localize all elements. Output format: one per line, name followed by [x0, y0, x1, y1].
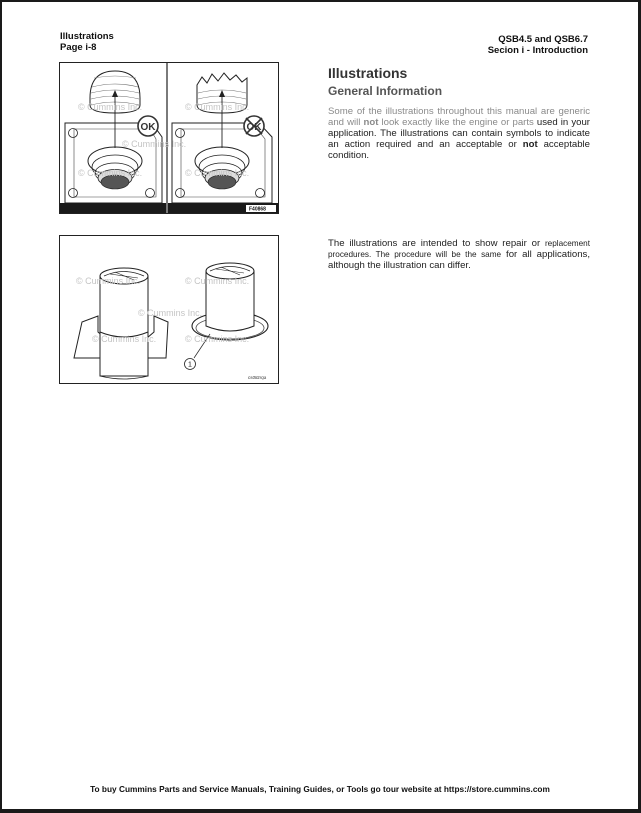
callout-1: 1	[188, 361, 192, 369]
watermark-1: © Cummins Inc.	[78, 102, 143, 112]
manual-page	[2, 2, 638, 809]
section-title: Illustrations	[328, 65, 408, 81]
figure-part-variants-drawing	[60, 236, 278, 383]
watermark-10: © Cummins Inc.	[185, 334, 250, 344]
watermark-4: © Cummins Inc.	[78, 168, 143, 178]
header-left	[60, 31, 114, 53]
ok-symbol: OK	[140, 122, 156, 133]
section-subtitle: General Information	[328, 84, 443, 98]
paragraph-generic-illustrations	[328, 106, 590, 161]
watermark-2: © Cummins Inc.	[185, 102, 250, 112]
header-section: Secion i - Introduction	[487, 45, 588, 56]
watermark-6: © Cummins Inc.	[76, 276, 141, 286]
para1-bold-not: not	[363, 117, 379, 128]
not-ok-symbol	[244, 116, 264, 136]
para1-faded-b: look exactly like the engine or parts	[378, 117, 537, 128]
figure1-number: F40868	[249, 206, 266, 213]
figure-part-variants	[59, 235, 279, 384]
header-chapter: Illustrations	[60, 31, 114, 42]
para2-part-small: replacement procedures. The procedure will be the same	[328, 239, 590, 259]
para2-part-a: The illustrations are intended to show repair or	[328, 238, 545, 249]
para1-rest-b: acceptable condition.	[328, 139, 590, 161]
para1-bold-not2: not	[522, 139, 538, 150]
para2-part-b: for all applications, although the illustration can differ.	[328, 249, 591, 271]
watermark-3: © Cummins Inc.	[122, 139, 187, 149]
watermark-5: © Cummins Inc.	[185, 168, 250, 178]
watermark-7: © Cummins Inc.	[185, 276, 250, 286]
figure2-number: cs08zrqa	[248, 375, 267, 380]
para1-rest-a: used in your application. The illustrations can contain symbols to indicate an action required and an acceptable or	[328, 117, 590, 150]
header-right	[488, 34, 588, 56]
para1-faded-a: Some of the illustrations throughout this manual are generic and will	[328, 106, 590, 128]
watermark-9: © Cummins Inc.	[92, 334, 157, 344]
header-page-number: Page i-8	[60, 42, 97, 53]
watermark-8: © Cummins Inc.	[138, 308, 203, 318]
figure-ok-not-ok	[59, 62, 279, 214]
footer-store-notice: To buy Cummins Parts and Service Manuals, Training Guides, or Tools go tour website at https://store.cummins.com	[90, 784, 550, 794]
paragraph-repair-procedures	[328, 238, 590, 271]
header-engine-models: QSB4.5 and QSB6.7	[498, 34, 588, 45]
figure-ok-not-ok-drawing	[60, 63, 278, 213]
svg-text:OK: OK	[246, 122, 262, 133]
